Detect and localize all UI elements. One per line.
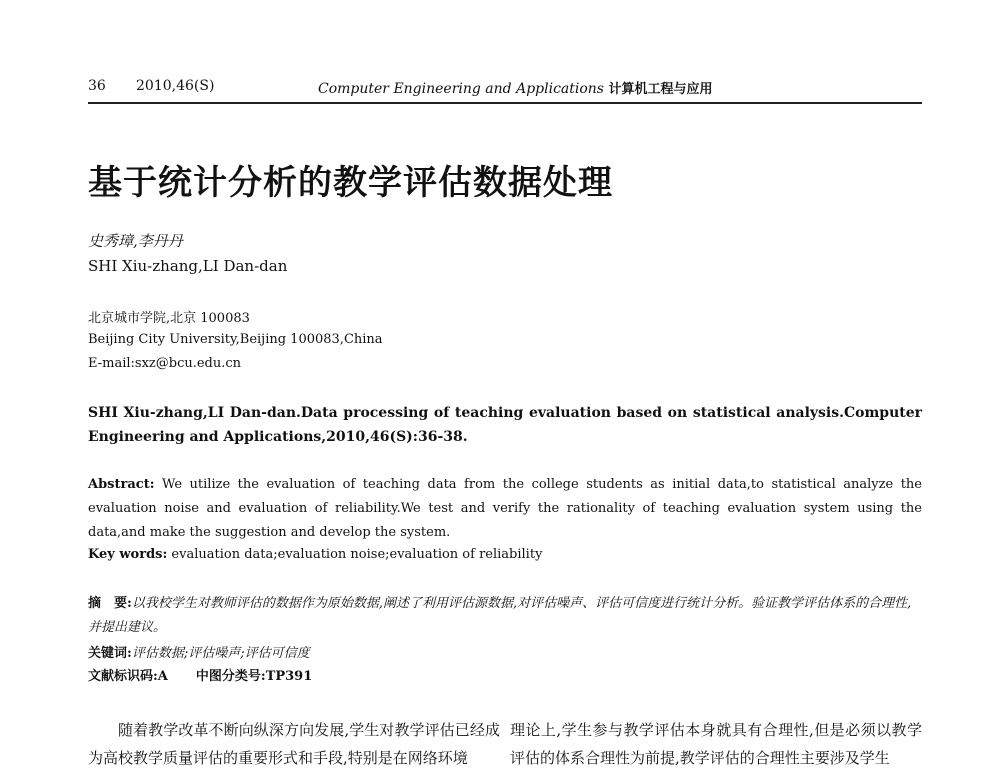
affiliation-cn: 北京城市学院,北京 100083 — [88, 311, 250, 326]
header-rule — [88, 102, 922, 104]
abstract-cn-label: 摘 要: — [88, 596, 132, 611]
keywords-cn-text: 评估数据;评估噪声;评估可信度 — [131, 646, 310, 661]
issue-info: 2010,46(S) — [136, 78, 215, 94]
keywords-cn-label: 关键词: — [88, 646, 132, 661]
keywords-cn — [88, 642, 310, 661]
abstract-cn-text: 以我校学生对教师评估的数据作为原始数据,阐述了利用评估源数据,对评估噪声、评估可信度进行统计分析。验证教学评估体系的合理性,并提出建议。 — [88, 596, 912, 635]
paper-title: 基于统计分析的教学评估数据处理 — [88, 163, 613, 203]
classification — [88, 665, 312, 684]
keywords-text: evaluation data;evaluation noise;evaluation of reliability — [167, 547, 543, 562]
keywords-label: Key words: — [88, 547, 168, 562]
abstract-en — [88, 473, 922, 545]
journal-name — [318, 78, 712, 97]
body-column-left: 随着教学改革不断向纵深方向发展,学生对教学评估已经成为高校教学质量评估的重要形式和手段,特别是在网络环境 — [88, 721, 500, 767]
clc-code: 中图分类号:TP391 — [195, 669, 313, 684]
abstract-label: Abstract: — [88, 477, 155, 492]
page-number: 36 — [88, 78, 106, 94]
abstract-cn — [88, 592, 922, 640]
body-column-right: 理论上,学生参与教学评估本身就具有合理性,但是必须以教学评估的体系合理性为前提,教学评估的合理性主要涉及学生 — [510, 721, 922, 767]
abstract-text: We utilize the evaluation of teaching data from the college students as initial data,to statistical analyze the evaluation noise and evaluation of reliability.We test and verify the rationality of teaching evaluation system using the data,and make the suggestion and develop the system. — [88, 477, 922, 540]
doc-code: 文献标识码:A — [88, 669, 168, 684]
journal-name-en: Computer Engineering and Applications — [318, 81, 604, 97]
journal-name-cn: 计算机工程与应用 — [608, 82, 713, 97]
authors-cn: 史秀璋,李丹丹 — [88, 232, 183, 250]
email: E-mail:sxz@bcu.edu.cn — [88, 356, 242, 371]
keywords-en — [88, 545, 922, 565]
authors-en: SHI Xiu-zhang,LI Dan-dan — [88, 257, 288, 275]
affiliation-en: Beijing City University,Beijing 100083,China — [88, 332, 383, 347]
citation: SHI Xiu-zhang,LI Dan-dan.Data processing of teaching evaluation based on statistical analysis.Computer Engineering and Applications,2010,46(S):36-38. — [88, 405, 922, 445]
